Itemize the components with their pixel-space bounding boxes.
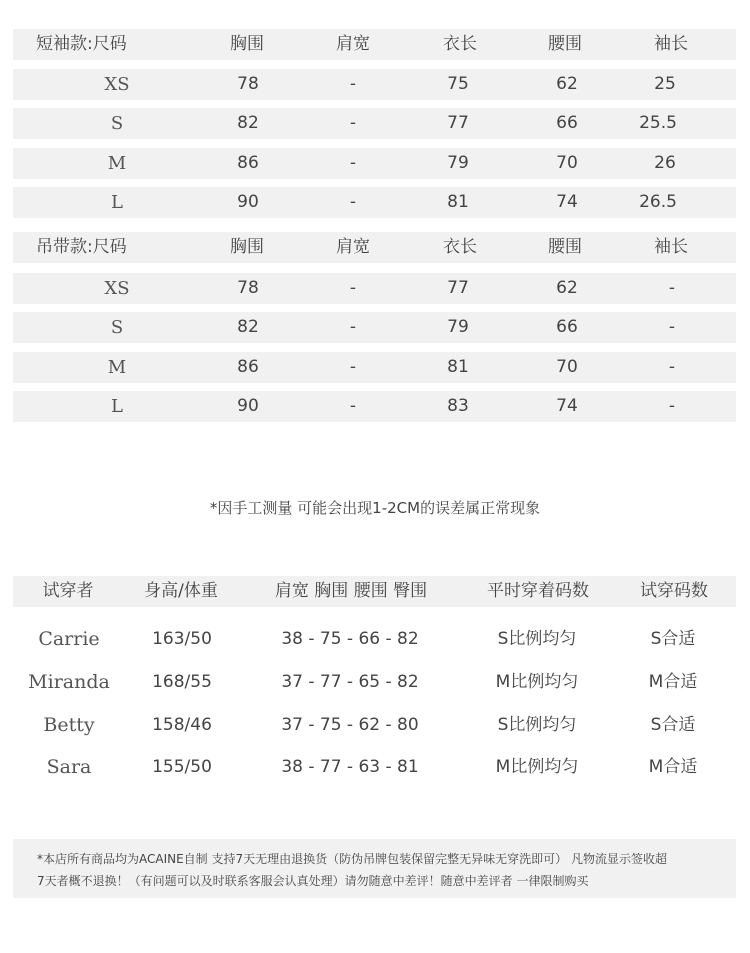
header-bust: 胸围 [230,34,264,54]
value-cell: 86 [237,153,259,173]
value-cell: 90 [237,192,259,212]
value-cell: - [349,317,357,337]
value-cell: 81 [447,357,469,377]
header-shoulder: 肩宽 [336,237,370,257]
value-cell: 62 [556,74,578,94]
header-trial-size: 试穿码数 [640,581,708,601]
measurement-note: *因手工测量 可能会出现1-2CM的误差属正常现象 [209,499,541,517]
header-shoulder: 肩宽 [336,34,370,54]
size-cell: M [107,153,127,174]
header-size-label: 短袖款:尺码 [36,34,127,54]
table-row [13,148,736,179]
header-length: 衣长 [443,237,477,257]
header-sleeve: 袖长 [654,34,688,54]
table-row [13,667,736,697]
value-cell: 75 [447,74,469,94]
value-cell: S合适 [650,715,696,735]
value-cell: 62 [556,278,578,298]
value-cell: S合适 [650,629,696,649]
table-row [13,108,736,139]
value-cell: - [349,357,357,377]
value-cell: 77 [447,113,469,133]
value-cell: 86 [237,357,259,377]
value-cell: 70 [556,153,578,173]
model-name: Sara [46,756,92,778]
value-cell: 66 [556,317,578,337]
size-cell: S [110,317,124,338]
return-policy-notice [13,839,736,898]
header-height-weight: 身高/体重 [144,581,218,601]
value-cell: 70 [556,357,578,377]
value-cell: S比例均匀 [497,715,577,735]
value-cell: 26.5 [639,192,677,212]
value-cell: M合适 [648,757,698,777]
value-cell: 25 [654,74,676,94]
table-row [13,352,736,383]
table-row [13,391,736,422]
value-cell: - [349,396,357,416]
table-row [13,312,736,343]
notice-line: *本店所有商品均为ACAINE自制 支持7天无理由退换货（防伪吊牌包装保留完整无异味无穿洗即可） 凡物流显示签收超 [37,852,667,866]
value-cell: - [349,278,357,298]
model-name: Betty [43,714,95,736]
value-cell: 74 [556,192,578,212]
value-cell: 168/55 [152,672,212,692]
value-cell: 37 - 77 - 65 - 82 [281,672,419,692]
table-row [13,187,736,218]
table-header-row [13,29,736,60]
value-cell: - [668,357,676,377]
value-cell: 38 - 77 - 63 - 81 [281,757,419,777]
header-size-label: 吊带款:尺码 [36,237,127,257]
value-cell: 25.5 [639,113,677,133]
header-sleeve: 袖长 [654,237,688,257]
size-cell: XS [104,278,130,299]
header-model: 试穿者 [42,581,94,601]
value-cell: 78 [237,278,259,298]
value-cell: 83 [447,396,469,416]
value-cell: 158/46 [152,715,212,735]
value-cell: 37 - 75 - 62 - 80 [281,715,419,735]
value-cell: 79 [447,153,469,173]
value-cell: 163/50 [152,629,212,649]
value-cell: 78 [237,74,259,94]
model-name: Carrie [38,628,100,650]
size-cell: M [107,357,127,378]
value-cell: 90 [237,396,259,416]
value-cell: 155/50 [152,757,212,777]
size-cell: L [111,396,123,417]
table-row [13,273,736,304]
header-length: 衣长 [443,34,477,54]
value-cell: - [349,74,357,94]
value-cell: 77 [447,278,469,298]
header-usual-size: 平时穿着码数 [487,581,589,601]
table-header-row [13,232,736,263]
table-row [13,752,736,782]
value-cell: 74 [556,396,578,416]
value-cell: - [668,278,676,298]
value-cell: 66 [556,113,578,133]
header-measurements: 肩宽 胸围 腰围 臀围 [274,581,428,601]
notice-line: 7天者概不退换！（有问题可以及时联系客服会认真处理）请勿随意中差评！随意中差评者 一律限制购买 [37,874,589,888]
table-row [13,710,736,740]
value-cell: 82 [237,113,259,133]
value-cell: - [349,153,357,173]
table-row [13,624,736,654]
value-cell: 81 [447,192,469,212]
value-cell: - [668,317,676,337]
model-name: Miranda [28,671,110,693]
header-waist: 腰围 [548,34,582,54]
value-cell: S比例均匀 [497,629,577,649]
size-cell: L [111,192,123,213]
header-bust: 胸围 [230,237,264,257]
header-waist: 腰围 [548,237,582,257]
value-cell: 79 [447,317,469,337]
size-cell: S [110,113,124,134]
value-cell: M合适 [648,672,698,692]
size-cell: XS [104,74,130,95]
table-row [13,69,736,100]
table-header-row [13,576,736,607]
value-cell: - [668,396,676,416]
value-cell: 38 - 75 - 66 - 82 [281,629,419,649]
value-cell: - [349,113,357,133]
value-cell: - [349,192,357,212]
value-cell: M比例均匀 [495,672,579,692]
value-cell: 26 [654,153,676,173]
value-cell: 82 [237,317,259,337]
value-cell: M比例均匀 [495,757,579,777]
